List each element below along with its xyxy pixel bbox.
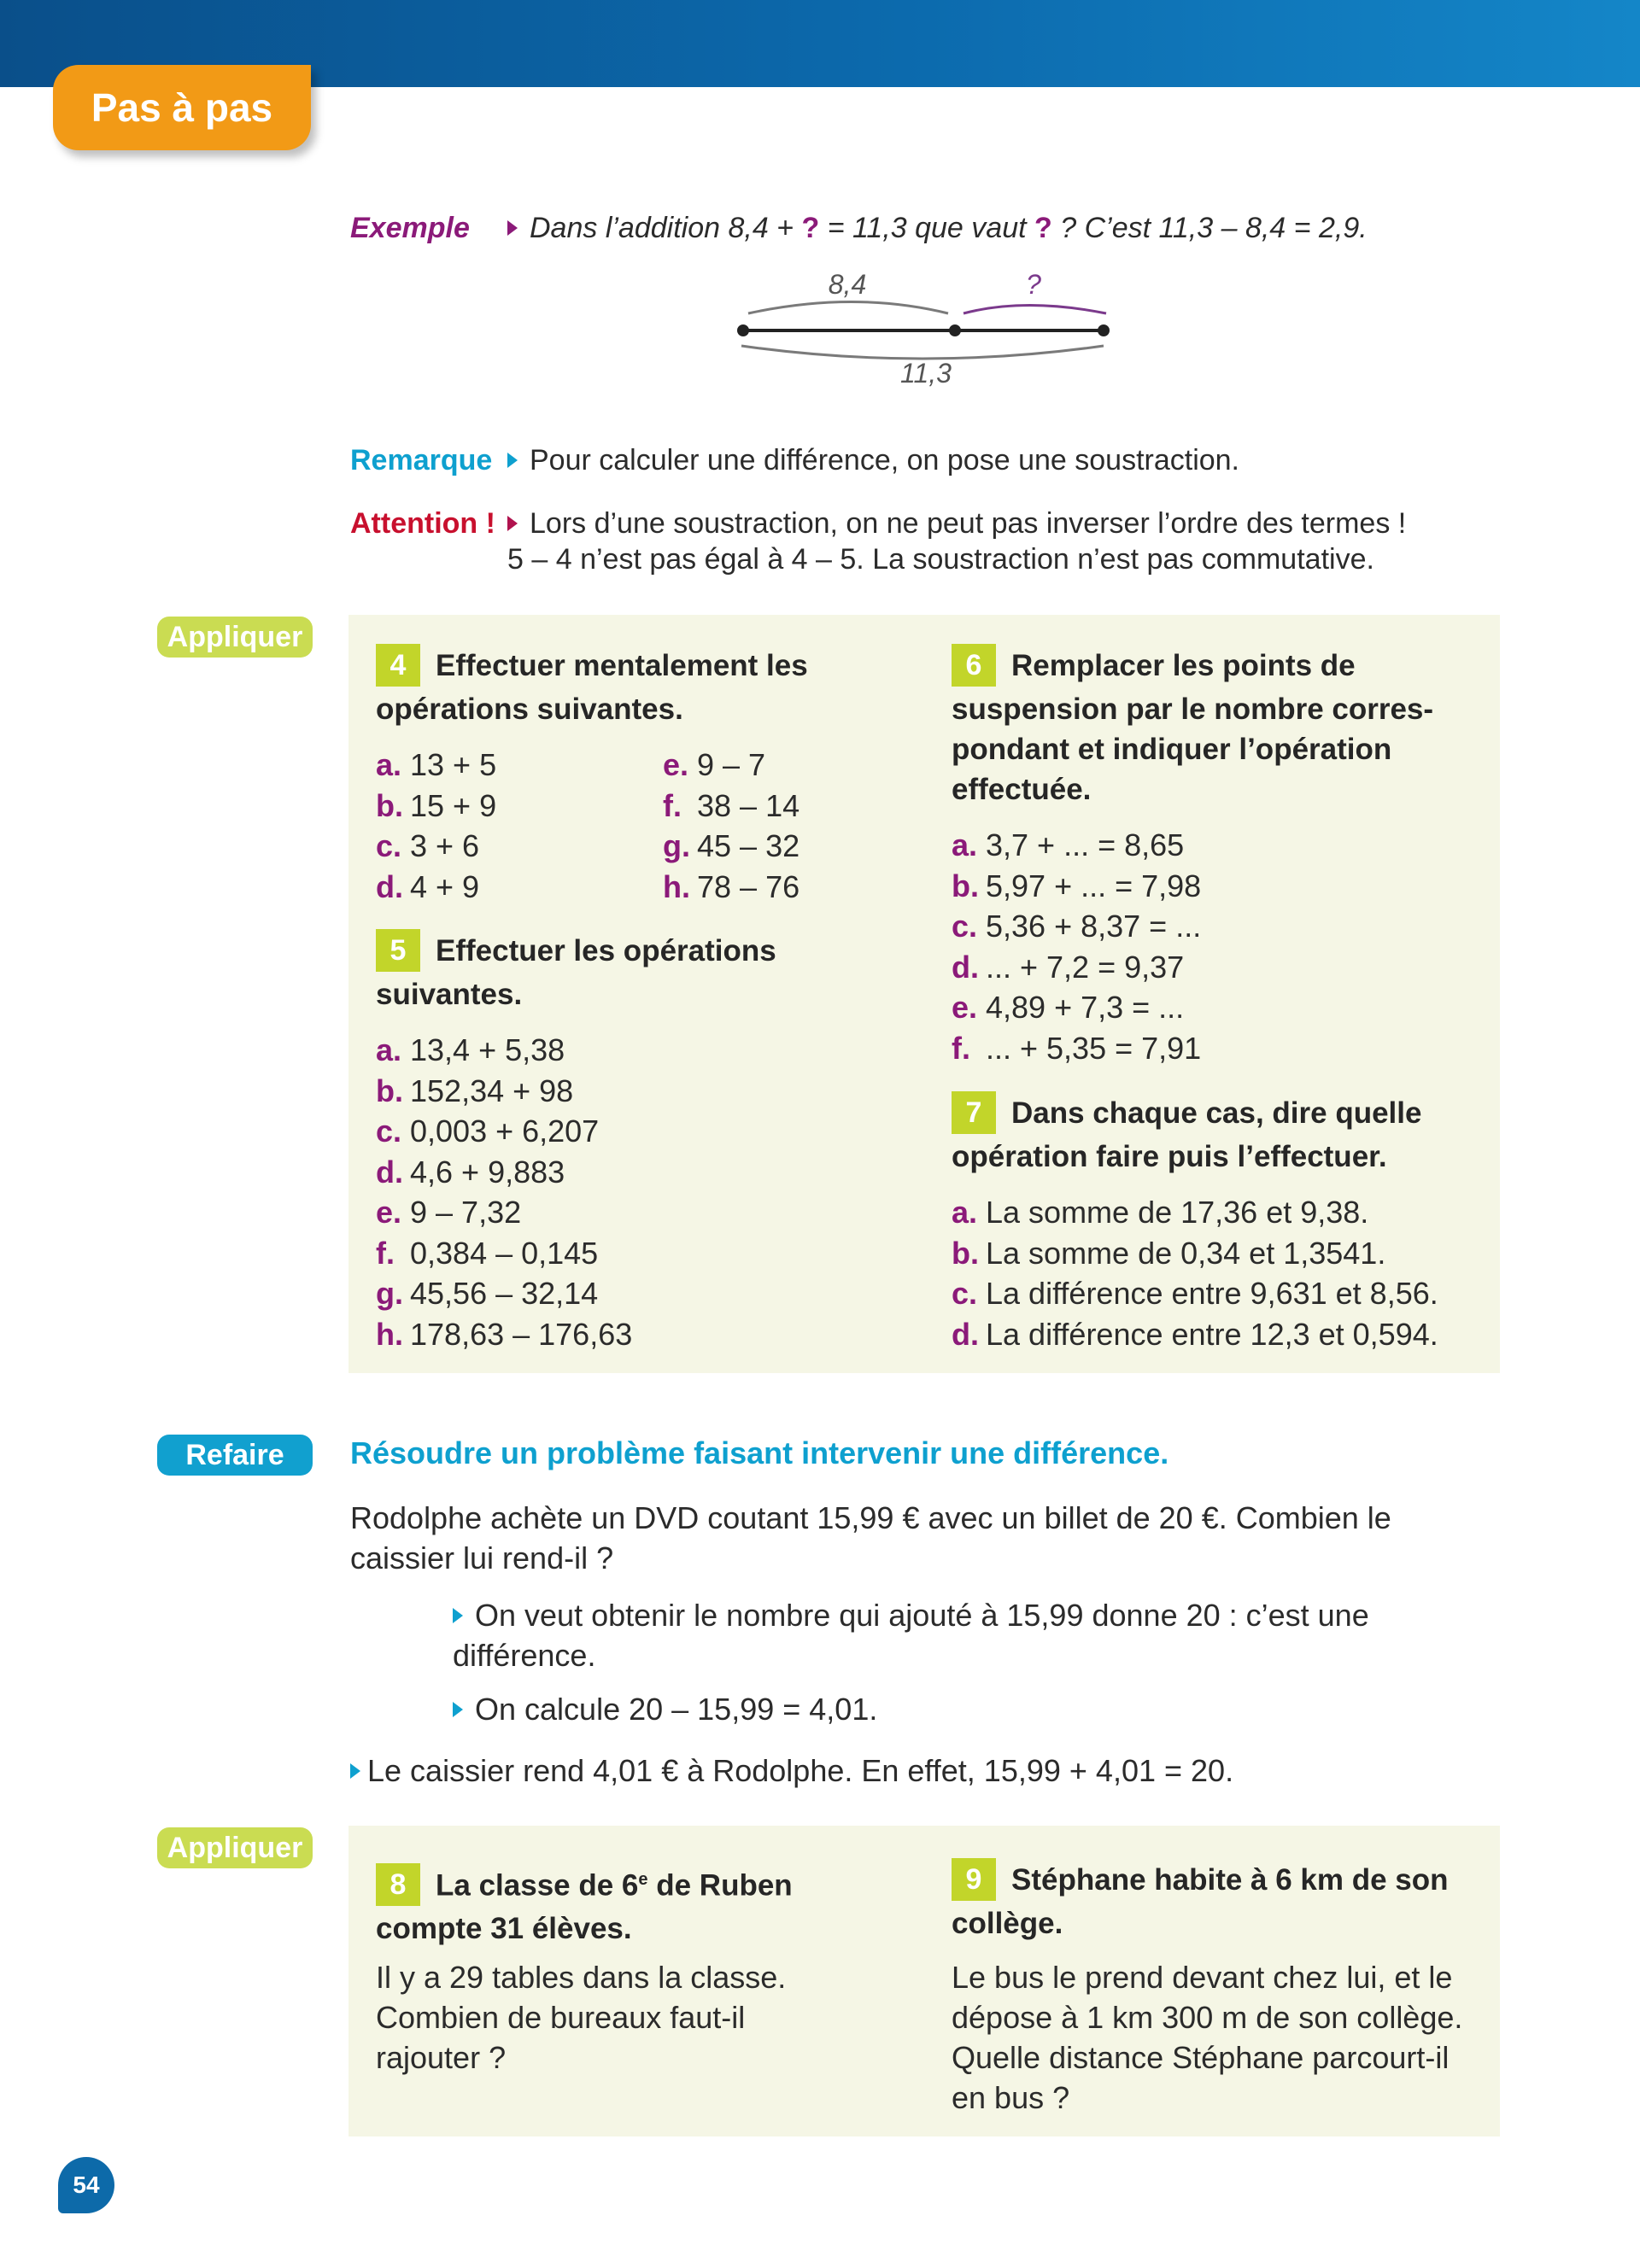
remarque-label: Remarque [350, 444, 493, 476]
exercise-6-title: 6 Remplacer les points de suspension par le nombre corres-pondant et indiquer l’opération effectuée. [952, 646, 1473, 810]
exercise-4-title: 4 Effectuer mentalement les opérations suivantes. [376, 646, 905, 729]
exercise-7-list [952, 1192, 1438, 1354]
exercise-number: 7 [952, 1091, 996, 1134]
bottom-brace [741, 346, 1104, 359]
list-item: e. 9 – 7 [663, 747, 766, 782]
page-number: 54 [58, 2157, 114, 2213]
bullet-icon [453, 1702, 463, 1717]
refaire-title: Résoudre un problème faisant intervenir une différence. [350, 1435, 1169, 1470]
list-item: d. 4 + 9 [376, 868, 480, 904]
total-label: 11,3 [900, 358, 952, 389]
exercise-number: 8 [376, 1863, 420, 1906]
point-middle [949, 324, 961, 336]
exercise-8-title: 8 La classe de 6e de Ruben compte 31 élèves. [376, 1860, 888, 1949]
attention-label: Attention ! [350, 507, 495, 540]
refaire-badge: Refaire [157, 1435, 313, 1476]
right-label: ? [1026, 269, 1041, 300]
exercise-4-list-right [663, 745, 800, 907]
exercise-4-list-left [376, 745, 496, 907]
attention-line2: 5 – 4 n’est pas égal à 4 – 5. La soustraction n’est pas commutative. [507, 543, 1374, 576]
list-item: h. 78 – 76 [663, 868, 800, 904]
remarque-text: Pour calculer une différence, on pose une soustraction. [507, 444, 1239, 477]
point-start [737, 324, 749, 336]
example-text: Dans l’addition 8,4 + ? = 11,3 que vaut ? ? C’est 11,3 – 8,4 = 2,9. [507, 212, 1368, 245]
list-item: d. 4,6 + 9,883 [376, 1154, 565, 1190]
bullet-icon [507, 453, 518, 468]
list-item: a. La somme de 17,36 et 9,38. [952, 1195, 1369, 1230]
attention-line1: Lors d’une soustraction, on ne peut pas inverser l’ordre des termes ! [507, 507, 1406, 541]
refaire-conclusion: Le caissier rend 4,01 € à Rodolphe. En effet, 15,99 + 4,01 = 20. [350, 1751, 1495, 1791]
list-item: f. 38 – 14 [663, 787, 800, 823]
list-item: b. 5,97 + ... = 7,98 [952, 868, 1202, 903]
exercise-9-title: 9 Stéphane habite à 6 km de son collège. [952, 1860, 1481, 1944]
bullet-icon [507, 516, 518, 531]
refaire-problem: Rodolphe achète un DVD coutant 15,99 € avec un billet de 20 €. Combien le caissier lui rend-il ? [350, 1500, 1391, 1575]
list-item: b. 15 + 9 [376, 787, 497, 823]
list-item: g. 45,56 – 32,14 [376, 1276, 599, 1311]
list-item: f. ... + 5,35 = 7,91 [952, 1030, 1202, 1066]
exercise-5-title: 5 Effectuer les opérations suivantes. [376, 931, 888, 1014]
exercise-8-text: Il y a 29 tables dans la classe. Combien de bureaux faut-il rajouter ? [376, 1960, 787, 2075]
refaire-step-2: On calcule 20 – 15,99 = 4,01. [453, 1689, 1461, 1729]
list-item: e. 4,89 + 7,3 = ... [952, 990, 1185, 1025]
right-brace [964, 306, 1106, 314]
list-item: d. La différence entre 12,3 et 0,594. [952, 1316, 1438, 1352]
list-item: h. 178,63 – 176,63 [376, 1316, 633, 1352]
list-item: c. 3 + 6 [376, 828, 480, 863]
list-item: c. 0,003 + 6,207 [376, 1114, 600, 1149]
exercise-number: 9 [952, 1858, 996, 1901]
section-tab: Pas à pas [53, 65, 311, 150]
list-item: c. La différence entre 9,631 et 8,56. [952, 1276, 1438, 1311]
exercise-number: 6 [952, 644, 996, 687]
left-label: 8,4 [828, 269, 867, 300]
list-item: e. 9 – 7,32 [376, 1195, 522, 1230]
exercise-9-text: Le bus le prend devant chez lui, et le dépose à 1 km 300 m de son collège. Quelle distance Stéphane parcourt-il en bus ? [952, 1960, 1463, 2115]
list-item: g. 45 – 32 [663, 828, 800, 863]
exercise-6-list [952, 825, 1201, 1068]
list-item: b. 152,34 + 98 [376, 1073, 574, 1108]
appliquer-badge: Appliquer [157, 617, 313, 658]
list-item: f. 0,384 – 0,145 [376, 1235, 599, 1271]
bullet-icon [350, 1763, 360, 1779]
list-item: a. 13,4 + 5,38 [376, 1032, 565, 1067]
exercise-number: 5 [376, 929, 420, 972]
bullet-icon [507, 220, 518, 236]
refaire-step-1: On veut obtenir le nombre qui ajouté à 15,99 donne 20 : c’est une différence. [453, 1598, 1369, 1673]
list-item: c. 5,36 + 8,37 = ... [952, 909, 1202, 944]
bullet-icon [453, 1608, 463, 1623]
appliquer-badge-2: Appliquer [157, 1827, 313, 1868]
left-brace [748, 302, 948, 314]
list-item: b. La somme de 0,34 et 1,3541. [952, 1235, 1386, 1271]
list-item: a. 13 + 5 [376, 747, 497, 782]
example-label: Exemple [350, 212, 470, 244]
exercise-number: 4 [376, 644, 420, 687]
list-item: a. 3,7 + ... = 8,65 [952, 827, 1185, 862]
exercise-7-title: 7 Dans chaque cas, dire quelle opération faire puis l’effectuer. [952, 1093, 1473, 1177]
list-item: d. ... + 7,2 = 9,37 [952, 949, 1185, 985]
exercise-5-list [376, 1030, 632, 1354]
number-line-diagram [735, 265, 1128, 401]
point-end [1098, 324, 1110, 336]
